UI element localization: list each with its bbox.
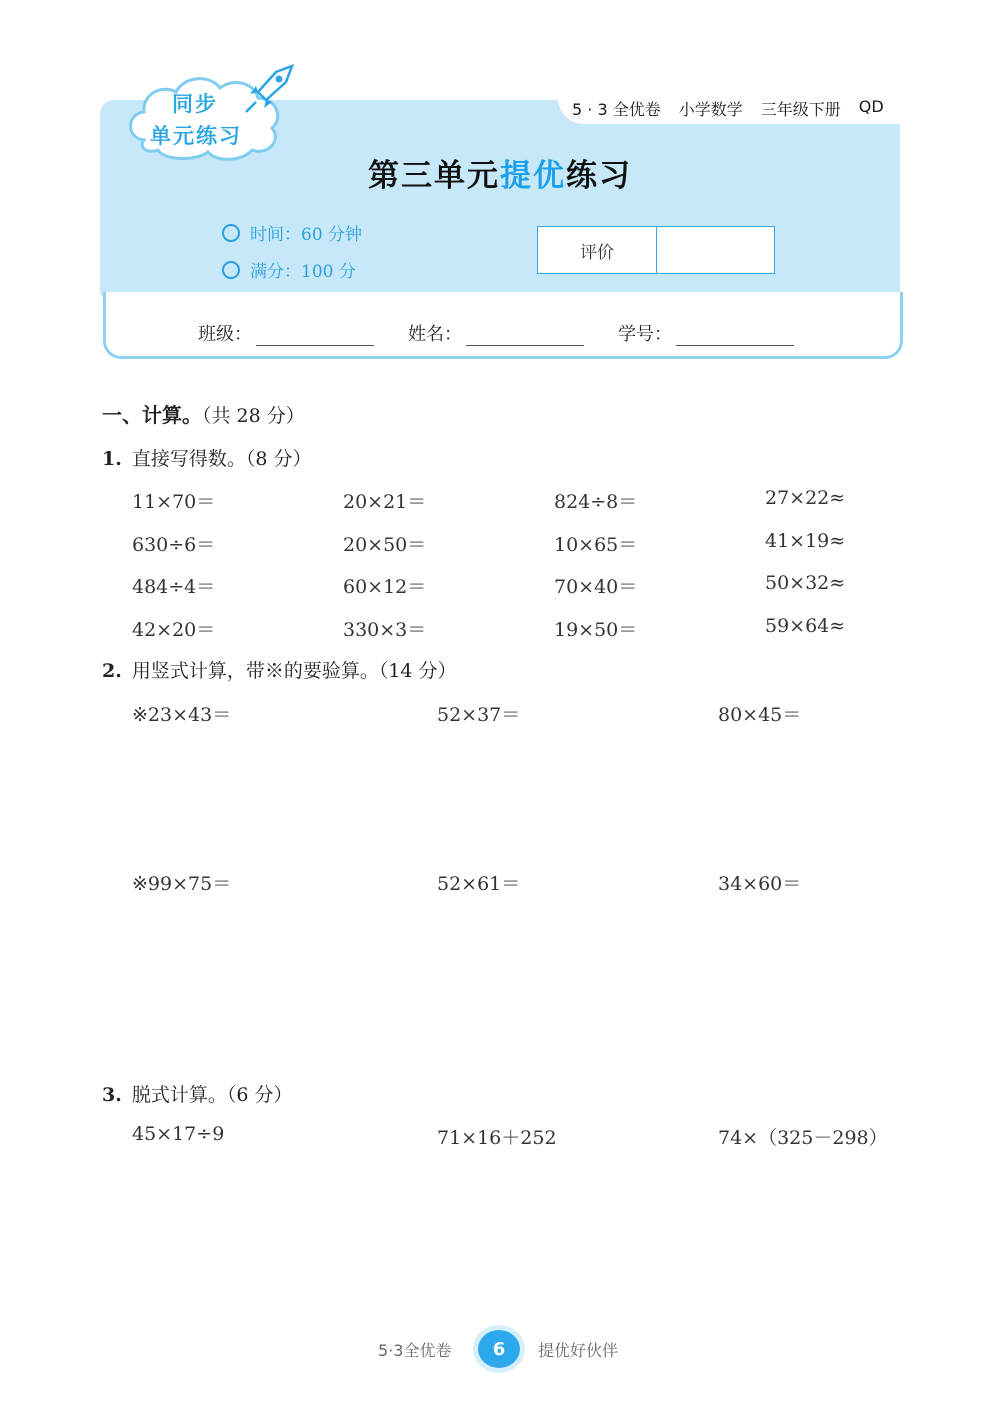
evaluation-field[interactable] — [657, 227, 774, 273]
oral-calc-item: 60×12＝ — [343, 576, 427, 598]
title-part-1: 第三单元 — [368, 158, 500, 194]
score-label: 满分：100 分 — [250, 262, 356, 282]
vertical-calc-item: 52×61＝ — [437, 873, 521, 895]
class-input-line[interactable] — [256, 323, 374, 346]
evaluation-box — [537, 226, 775, 274]
unit-practice-badge — [124, 70, 294, 162]
vertical-calc-item: ※99×75＝ — [132, 873, 232, 895]
name-input-line[interactable] — [466, 323, 584, 346]
vertical-calc-item: 52×37＝ — [437, 704, 521, 726]
title-highlight: 提优 — [500, 158, 566, 194]
edition-label: QD — [858, 97, 884, 116]
vertical-calc-item: 34×60＝ — [718, 873, 802, 895]
section-title-text: 一、计算。 — [102, 403, 202, 427]
oral-calc-item: 20×21＝ — [343, 491, 427, 513]
vertical-calc-item: ※23×43＝ — [132, 704, 232, 726]
class-field — [198, 320, 374, 346]
clock-icon — [222, 224, 240, 242]
step-calc-item: 45×17÷9 — [132, 1123, 225, 1145]
grade-label: 三年级下册 — [760, 100, 841, 119]
oral-calc-item: 630÷6＝ — [132, 534, 216, 556]
question-number: 2. — [102, 660, 122, 682]
id-input-line[interactable] — [676, 323, 794, 346]
question-number: 1. — [102, 448, 122, 470]
subject-label: 小学数学 — [678, 100, 743, 119]
oral-calc-item: 484÷4＝ — [132, 576, 216, 598]
oral-calc-item: 27×22≈ — [765, 487, 846, 509]
title-part-2: 练习 — [566, 158, 632, 194]
oral-calc-item: 50×32≈ — [765, 572, 846, 594]
book-meta — [572, 97, 902, 120]
class-label: 班级： — [198, 324, 252, 345]
badge-line-2: 单元练习 — [150, 124, 242, 148]
step-calc-item: 74×（325－298） — [718, 1127, 888, 1149]
oral-calc-item: 20×50＝ — [343, 534, 427, 556]
rocket-icon — [242, 64, 298, 116]
oral-calc-item: 10×65＝ — [554, 534, 638, 556]
student-id-field — [618, 320, 794, 346]
section-points: （共 28 分） — [202, 405, 305, 427]
name-field — [408, 320, 584, 346]
badge-line-1: 同步 — [172, 92, 218, 116]
step-calc-item: 71×16＋252 — [437, 1127, 557, 1149]
footer-slogan: 提优好伙伴 — [538, 1341, 619, 1360]
oral-calc-item: 19×50＝ — [554, 619, 638, 641]
oral-calc-item: 70×40＝ — [554, 576, 638, 598]
oral-calc-item: 824÷8＝ — [554, 491, 638, 513]
time-label: 时间：60 分钟 — [250, 225, 363, 245]
oral-calc-item: 59×64≈ — [765, 615, 846, 637]
question-2-title — [102, 656, 457, 683]
footer-series: 5·3全优卷 — [378, 1341, 452, 1360]
oral-calc-item: 42×20＝ — [132, 619, 216, 641]
oral-calc-item: 41×19≈ — [765, 530, 846, 552]
name-label: 姓名： — [408, 324, 462, 345]
question-1-title — [102, 444, 311, 471]
score-info — [222, 257, 356, 282]
evaluation-label: 评价 — [538, 227, 657, 273]
question-number: 3. — [102, 1084, 122, 1106]
oral-calc-item: 330×3＝ — [343, 619, 427, 641]
page-number: 6 — [478, 1330, 520, 1368]
question-3-title — [102, 1080, 292, 1107]
question-text: 脱式计算。（6 分） — [131, 1084, 293, 1106]
oral-calc-item: 11×70＝ — [132, 491, 216, 513]
id-label: 学号： — [618, 324, 672, 345]
question-text: 用竖式计算，带※的要验算。（14 分） — [131, 660, 457, 682]
page-footer — [0, 1330, 1000, 1370]
page-title — [0, 150, 1000, 195]
series-label: 5 · 3 全优卷 — [572, 100, 661, 119]
time-info — [222, 220, 362, 245]
section-title — [102, 399, 305, 428]
check-circle-icon — [222, 261, 240, 279]
question-text: 直接写得数。（8 分） — [131, 448, 312, 470]
vertical-calc-item: 80×45＝ — [718, 704, 802, 726]
